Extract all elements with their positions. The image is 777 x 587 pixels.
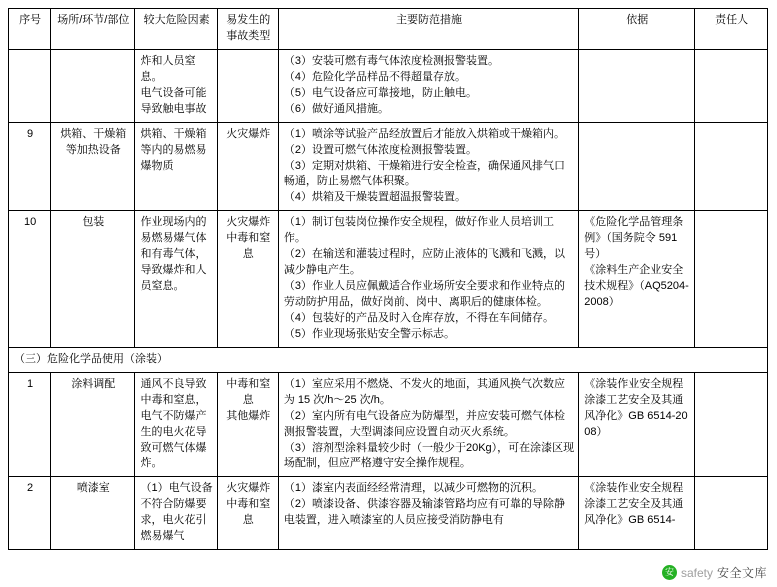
column-header-responsible: 责任人 <box>695 9 768 50</box>
cell-place: 涂料调配 <box>51 372 135 477</box>
cell-no: 1 <box>9 372 51 477</box>
cell-measures: （3）安装可燃有毒气体浓度检测报警装置。 （4）危险化学品样品不得超量存放。 （5）电气设备应可靠接地，防止触电。 （6）做好通风措施。 <box>278 49 578 122</box>
section-title: （三）危险化学品使用（涂装） <box>9 347 768 372</box>
table-header <box>9 9 768 50</box>
table-header-row <box>9 9 768 50</box>
cell-accident-type: 中毒和窒息 其他爆炸 <box>217 372 278 477</box>
document-page <box>8 8 768 550</box>
cell-responsible <box>695 372 768 477</box>
column-header-accident-type: 易发生的事故类型 <box>217 9 278 50</box>
cell-basis <box>579 49 695 122</box>
cell-accident-type: 火灾爆炸 <box>217 122 278 211</box>
cell-measures: （1）制订包装岗位操作安全规程，做好作业人员培训工作。 （2）在输送和灌装过程时，应防止液体的飞溅和飞溅，以减少静电产生。 （3）作业人员应佩戴适合作业场所安全要求和作业特点的劳动防护用品，做好岗前、岗中、离职后的健康体检。 （4）包装好的产品及时入仓库存放，不得在车间储存。 （5）作业现场张贴安全警示标志。 <box>278 211 578 348</box>
watermark-faint-text: safety <box>680 565 713 580</box>
cell-no: 9 <box>9 122 51 211</box>
watermark <box>662 564 767 581</box>
cell-no <box>9 49 51 122</box>
cell-responsible <box>695 211 768 348</box>
cell-accident-type: 火灾爆炸 中毒和窒息 <box>217 477 278 550</box>
column-header-place: 场所/环节/部位 <box>51 9 135 50</box>
cell-basis <box>579 122 695 211</box>
table-row <box>9 372 768 477</box>
watermark-logo-icon: 安 <box>662 565 677 580</box>
cell-hazard: 烘箱、干燥箱等内的易燃易爆物质 <box>135 122 217 211</box>
cell-place: 喷漆室 <box>51 477 135 550</box>
cell-place <box>51 49 135 122</box>
column-header-measures: 主要防范措施 <box>278 9 578 50</box>
cell-hazard: 通风不良导致中毒和窒息，电气不防爆产生的电火花导致可燃气体爆炸。 <box>135 372 217 477</box>
table-row <box>9 49 768 122</box>
cell-responsible <box>695 122 768 211</box>
cell-accident-type <box>217 49 278 122</box>
column-header-basis: 依据 <box>579 9 695 50</box>
cell-hazard: 炸和人员窒息。 电气设备可能导致触电事故 <box>135 49 217 122</box>
cell-measures: （1）漆室内表面经经常清理，以减少可燃物的沉积。 （2）喷漆设备、供漆容器及输漆管路均应有可靠的导除静电装置，进入喷漆室的人员应接受消防静电有 <box>278 477 578 550</box>
cell-hazard: （1）电气设备不符合防爆要求，电火花引燃易爆气 <box>135 477 217 550</box>
cell-responsible <box>695 49 768 122</box>
cell-measures: （1）喷涂等试验产品经放置后才能放入烘箱或干燥箱内。 （2）设置可燃气体浓度检测报警装置。 （3）定期对烘箱、干燥箱进行安全检查，确保通风排气口畅通，防止易燃气体积聚。 （4）烘箱及干燥装置超温报警装置。 <box>278 122 578 211</box>
cell-place: 包装 <box>51 211 135 348</box>
cell-no: 10 <box>9 211 51 348</box>
table-row <box>9 122 768 211</box>
column-header-no: 序号 <box>9 9 51 50</box>
risk-factor-table <box>8 8 768 550</box>
table-row <box>9 477 768 550</box>
cell-place: 烘箱、干燥箱等加热设备 <box>51 122 135 211</box>
cell-basis: 《涂装作业安全规程涂漆工艺安全及其通风净化》GB 6514-2008） <box>579 372 695 477</box>
cell-accident-type: 火灾爆炸 中毒和窒息 <box>217 211 278 348</box>
table-section-row <box>9 347 768 372</box>
cell-no: 2 <box>9 477 51 550</box>
cell-basis: 《危险化学品管理条例》（国务院令 591号） 《涂料生产企业安全技术规程》（AQ5204-2008） <box>579 211 695 348</box>
cell-measures: （1）室应采用不燃烧、不发火的地面，其通风换气次数应为 15 次/h～25 次/h。 （2）室内所有电气设备应为防爆型，并应安装可燃气体检测报警装置，大型调漆间应设置自动灭火系统。 （3）溶剂型涂料量较少时（一般少于20Kg），可在涂漆区现场配制，但应严格遵守安全操作规程。 <box>278 372 578 477</box>
watermark-text: 安全文库 <box>716 566 767 580</box>
table-row <box>9 211 768 348</box>
cell-responsible <box>695 477 768 550</box>
cell-basis: 《涂装作业安全规程涂漆工艺安全及其通风净化》GB 6514- <box>579 477 695 550</box>
cell-hazard: 作业现场内的易燃易爆气体和有毒气体，导致爆炸和人员窒息。 <box>135 211 217 348</box>
column-header-hazard: 较大危险因素 <box>135 9 217 50</box>
table-body <box>9 49 768 549</box>
